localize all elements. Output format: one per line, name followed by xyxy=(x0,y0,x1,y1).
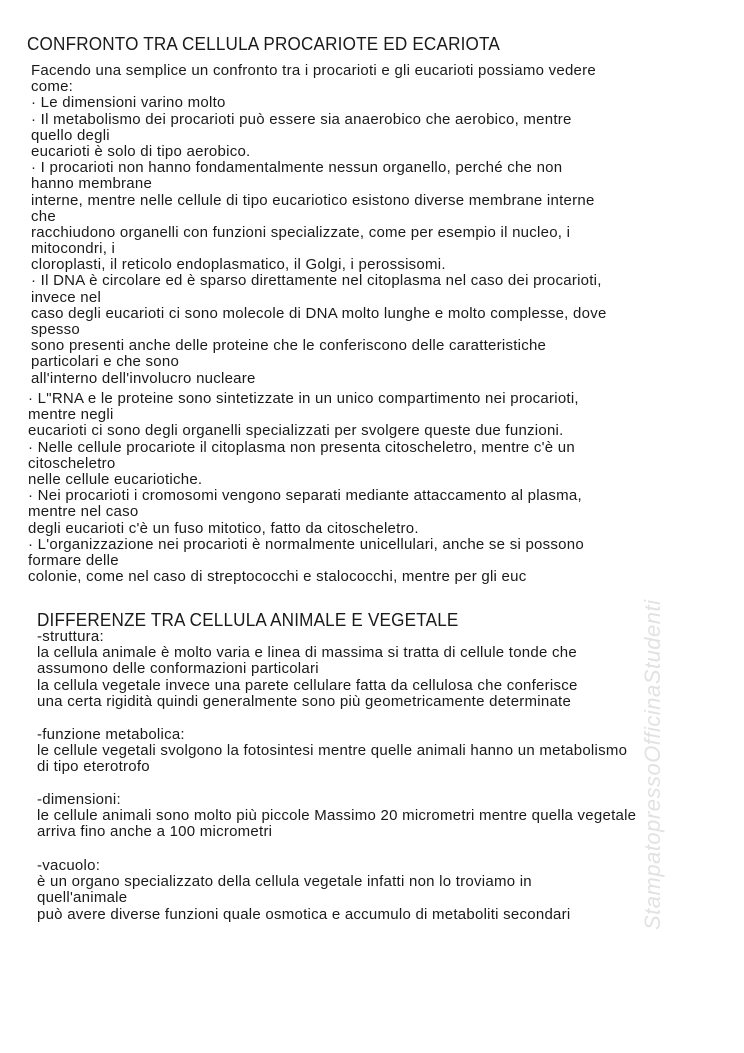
text-line: · Il metabolismo dei procarioti può essere sia anaerobico che aerobico, mentre xyxy=(31,110,572,128)
section-title-animale-vegetale: DIFFERENZE TRA CELLULA ANIMALE E VEGETALE xyxy=(37,610,459,630)
text-line: -vacuolo: xyxy=(37,857,101,874)
text-line: caso degli eucarioti ci sono molecole di DNA molto lunghe e molto complesse, dove xyxy=(31,304,607,322)
text-line: la cellula vegetale invece una parete cellulare fatta da cellulosa che conferisce xyxy=(37,676,578,694)
text-line: mentre nel caso xyxy=(28,503,139,521)
paragraph-dimensioni xyxy=(37,792,636,841)
text-line: come: xyxy=(31,78,74,96)
text-line: · L"RNA e le proteine sono sintetizzate in un unico compartimento nei procarioti, xyxy=(28,390,579,407)
text-line: quell'animale xyxy=(37,889,128,907)
text-line: colonie, come nel caso di streptococchi e stalococchi, mentre per gli euc xyxy=(28,568,527,586)
text-line: assumono delle conformazioni particolari xyxy=(37,660,319,678)
paragraph xyxy=(31,63,607,387)
text-line: una certa rigidità quindi generalmente sono più geometricamente determinate xyxy=(37,692,572,710)
text-line: che xyxy=(31,207,56,225)
paragraph-struttura xyxy=(37,629,578,710)
text-line: · Nei procarioti i cromosomi vengono separati mediante attaccamento al plasma, xyxy=(28,487,582,505)
text-line: mentre negli xyxy=(28,406,114,424)
text-line: particolari e che sono xyxy=(31,353,180,371)
text-line: la cellula animale è molto varia e linea di massima si tratta di cellule tonde che xyxy=(37,644,577,662)
text-line: sono presenti anche delle proteine che le conferiscono delle caratteristiche xyxy=(31,337,547,355)
text-line: le cellule vegetali svolgono la fotosintesi mentre quelle animali hanno un metabolismo xyxy=(37,742,628,760)
text-line: invece nel xyxy=(31,288,102,306)
text-line: interne, mentre nelle cellule di tipo eucariotico esistono diverse membrane interne xyxy=(31,191,595,209)
text-line: · Il DNA è circolare ed è sparso direttamente nel citoplasma nel caso dei procarioti, xyxy=(31,272,602,290)
text-line: -dimensioni: xyxy=(37,791,121,808)
text-line: degli eucarioti c'è un fuso mitotico, fatto da citoscheletro. xyxy=(28,519,419,537)
watermark: StampatopressoOfficinaStudenti xyxy=(640,599,665,930)
text-line: quello degli xyxy=(31,126,110,144)
paragraph-vacuolo xyxy=(37,858,570,923)
text-line: Facendo una semplice un confronto tra i procarioti e gli eucarioti possiamo vedere xyxy=(31,62,596,79)
text-line: -funzione metabolica: xyxy=(37,726,185,743)
text-line: mitocondri, i xyxy=(31,240,116,258)
text-line: eucarioti è solo di tipo aerobico. xyxy=(31,142,251,160)
text-line: hanno membrane xyxy=(31,175,153,193)
text-line: può avere diverse funzioni quale osmotica e accumulo di metaboliti secondari xyxy=(37,905,571,923)
text-line: · L'organizzazione nei procarioti è normalmente unicellulari, anche se si possono xyxy=(28,535,584,553)
text-line: le cellule animali sono molto più piccole Massimo 20 micrometri mentre quella vegetale xyxy=(37,807,637,825)
text-line: racchiudono organelli con funzioni specializzate, come per esempio il nucleo, i xyxy=(31,223,571,241)
text-line: -struttura: xyxy=(37,628,104,645)
text-line: è un organo specializzato della cellula vegetale infatti non lo troviamo in xyxy=(37,873,532,891)
text-line: citoscheletro xyxy=(28,454,116,472)
text-line: eucarioti ci sono degli organelli specializzati per svolgere queste due funzioni. xyxy=(28,422,564,440)
text-line: · Nelle cellule procariote il citoplasma non presenta citoscheletro, mentre c'è un xyxy=(28,438,575,456)
text-line: all'interno dell'involucro nucleare xyxy=(31,369,256,387)
text-line: · I procarioti non hanno fondamentalmente nessun organello, perché che non xyxy=(31,159,563,177)
text-line: spesso xyxy=(31,321,81,338)
text-line: · Le dimensioni varino molto xyxy=(31,94,226,112)
paragraph xyxy=(28,391,584,585)
text-line: cloroplasti, il reticolo endoplasmatico, il Golgi, i perossisomi. xyxy=(31,256,446,274)
text-line: arriva fino anche a 100 micrometri xyxy=(37,823,273,841)
text-line: di tipo eterotrofo xyxy=(37,758,150,776)
paragraph-funzione-metabolica xyxy=(37,727,627,776)
text-line: formare delle xyxy=(28,551,119,569)
text-line: nelle cellule eucariotiche. xyxy=(28,470,203,488)
section-title-procariote-eucariote: CONFRONTO TRA CELLULA PROCARIOTE ED ECARIOTA xyxy=(27,34,501,54)
